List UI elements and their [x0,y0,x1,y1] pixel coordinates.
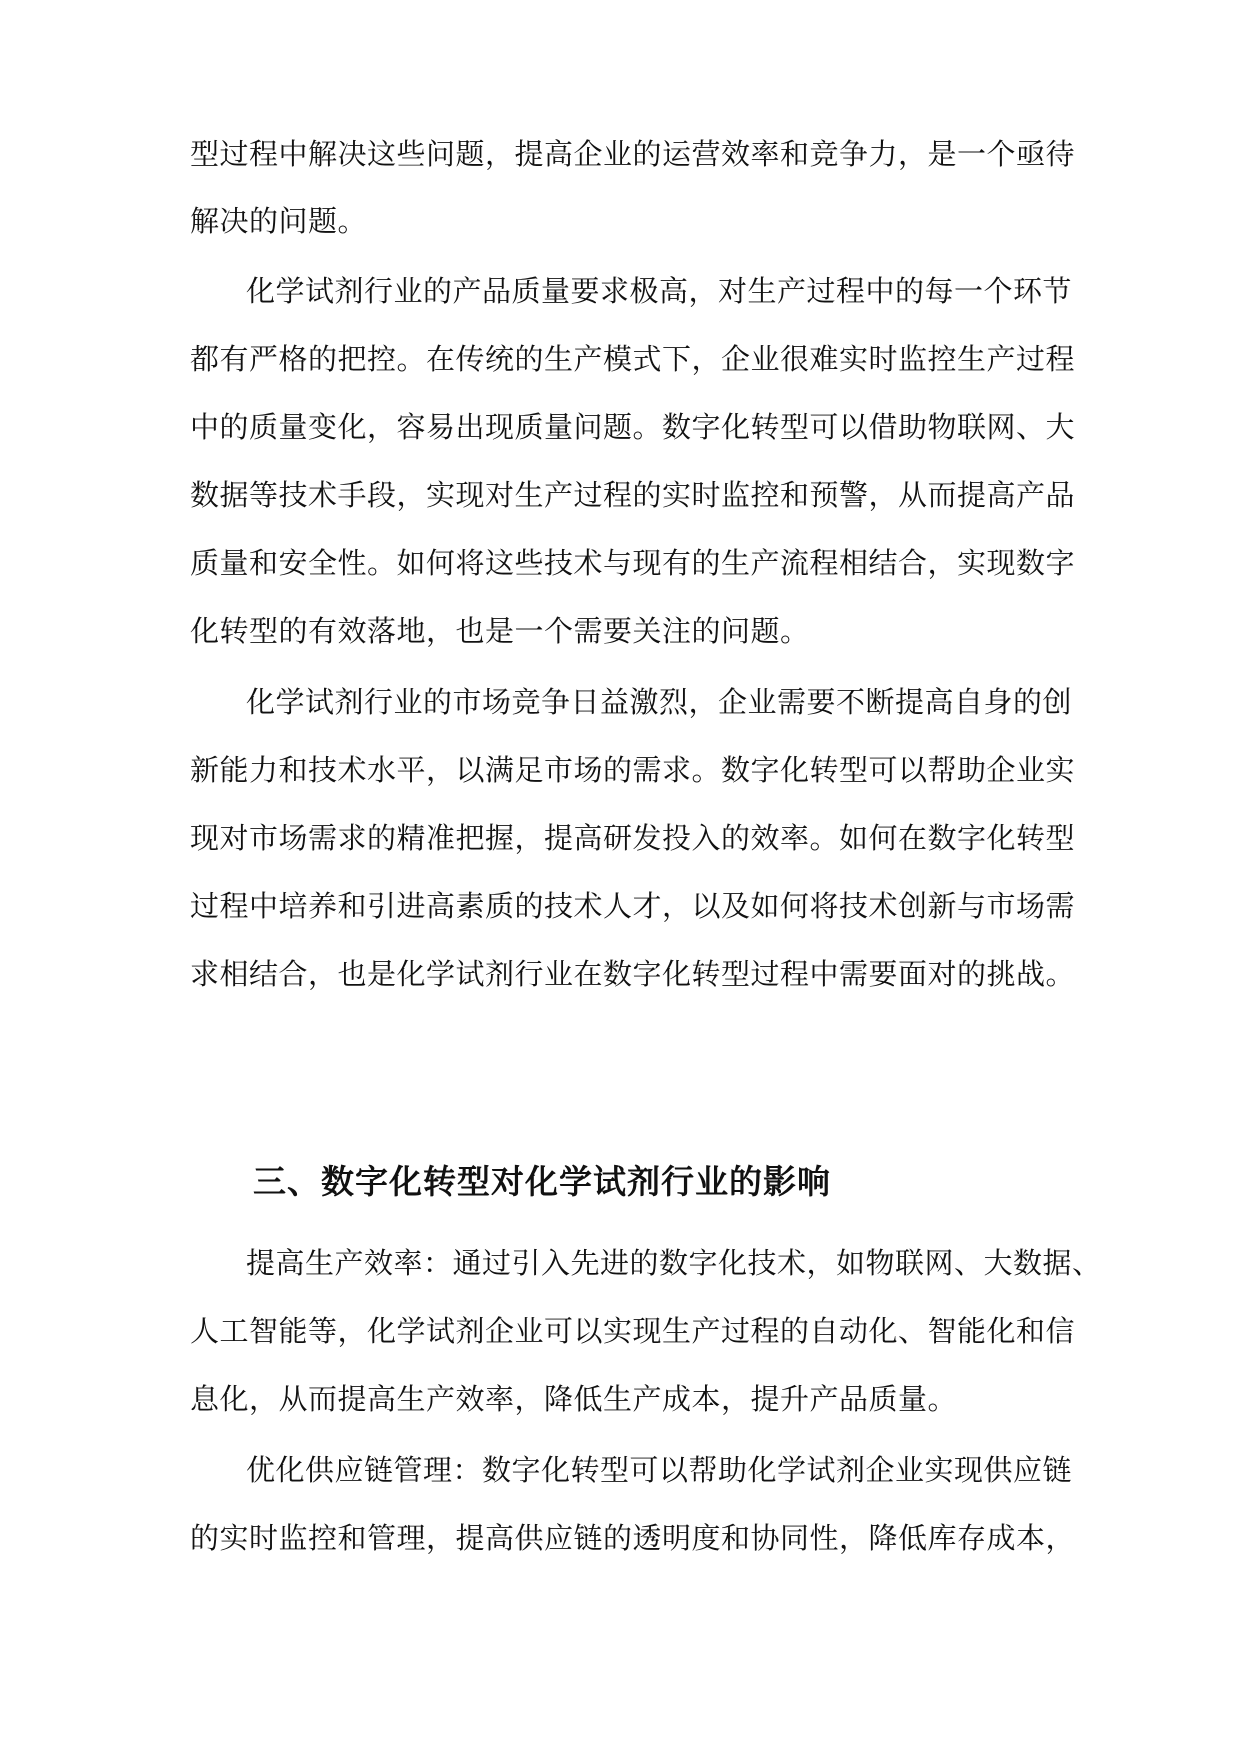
paragraph-line: 人工智能等，化学试剂企业可以实现生产过程的自动化、智能化和信 [190,1314,1076,1348]
section-heading: 三、数字化转型对化学试剂行业的影响 [253,1162,831,1201]
paragraph-line: 求相结合，也是化学试剂行业在数字化转型过程中需要面对的挑战。 [190,957,1076,991]
paragraph-line: 息化，从而提高生产效率，降低生产成本，提升产品质量。 [190,1382,958,1416]
paragraph-line: 的实时监控和管理，提高供应链的透明度和协同性，降低库存成本， [190,1521,1076,1555]
paragraph-line: 化学试剂行业的市场竞争日益激烈，企业需要不断提高自身的创 [246,685,1073,719]
paragraph-line: 提高生产效率：通过引入先进的数字化技术，如物联网、大数据、 [246,1246,1102,1280]
paragraph-line: 都有严格的把控。在传统的生产模式下，企业很难实时监控生产过程 [190,342,1076,376]
paragraph-line: 新能力和技术水平，以满足市场的需求。数字化转型可以帮助企业实 [190,753,1076,787]
paragraph-line: 优化供应链管理：数字化转型可以帮助化学试剂企业实现供应链 [246,1453,1073,1487]
paragraph-line: 质量和安全性。如何将这些技术与现有的生产流程相结合，实现数字 [190,546,1076,580]
paragraph-line: 过程中培养和引进高素质的技术人才，以及如何将技术创新与市场需 [190,889,1076,923]
paragraph-line: 数据等技术手段，实现对生产过程的实时监控和预警，从而提高产品 [190,478,1076,512]
paragraph-line: 型过程中解决这些问题，提高企业的运营效率和竞争力，是一个亟待 [190,137,1076,171]
paragraph-line: 现对市场需求的精准把握，提高研发投入的效率。如何在数字化转型 [190,821,1076,855]
paragraph-line: 解决的问题。 [190,204,368,238]
paragraph-line: 化转型的有效落地，也是一个需要关注的问题。 [190,614,810,648]
paragraph-line: 中的质量变化，容易出现质量问题。数字化转型可以借助物联网、大 [190,410,1076,444]
paragraph-line: 化学试剂行业的产品质量要求极高，对生产过程中的每一个环节 [246,274,1073,308]
